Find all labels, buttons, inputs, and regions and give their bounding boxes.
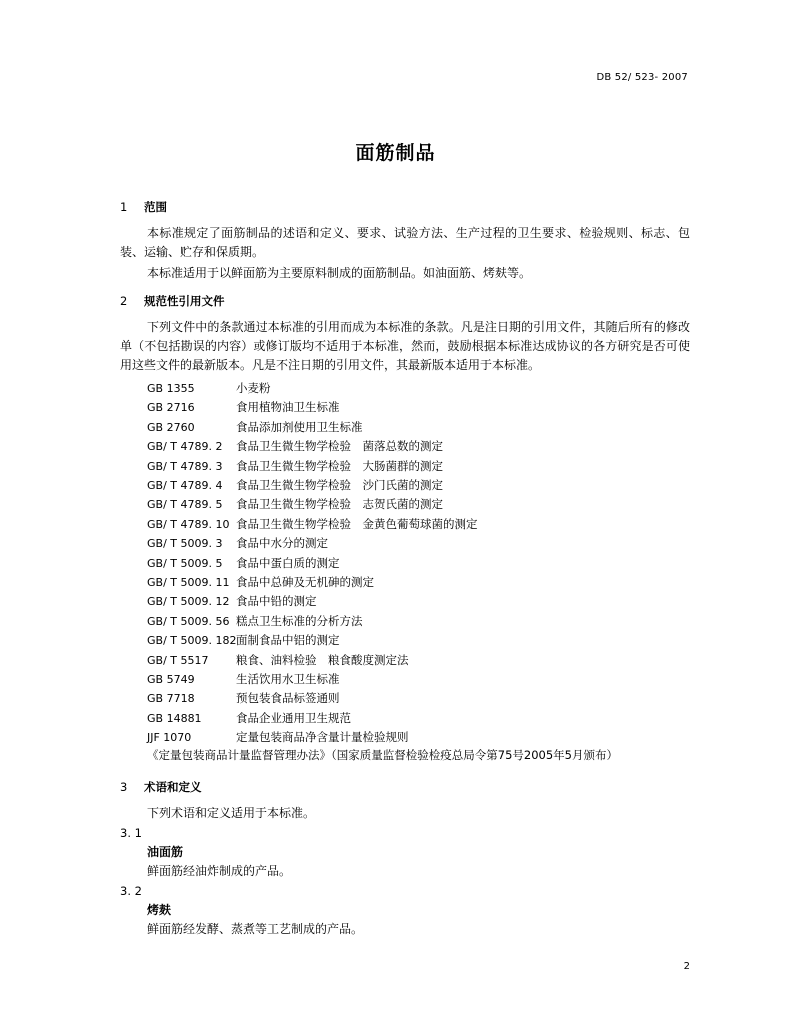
document-number: DB 52/ 523- 2007: [596, 72, 688, 83]
reference-code: GB 2716: [147, 401, 195, 415]
reference-code: JJF 1070: [147, 731, 192, 745]
reference-code: GB 7718: [147, 692, 195, 706]
reference-title: 小麦粉: [236, 381, 271, 395]
term-definition: 鲜面筋经油炸制成的产品。: [147, 864, 292, 878]
reference-title: 糕点卫生标准的分析方法: [236, 613, 363, 628]
section-1-paragraph-2: 本标准适用于以鲜面筋为主要原料制成的面筋制品。如油面筋、烤麸等。: [147, 266, 532, 280]
reference-code: GB/ T 5009. 5: [147, 556, 223, 570]
reference-item: [147, 496, 443, 512]
section-title: 术语和定义: [144, 780, 202, 794]
section-title: 范围: [144, 200, 167, 214]
clause-number: 3. 2: [120, 884, 142, 898]
reference-code: GB/ T 5009. 182: [147, 634, 237, 648]
reference-code: GB/ T 5517: [147, 653, 209, 667]
reference-code: GB 1355: [147, 382, 195, 395]
reference-item: [147, 671, 340, 687]
reference-item: [147, 458, 443, 474]
reference-title: 食品企业通用卫生规范: [236, 710, 351, 725]
reference-item: [147, 593, 317, 609]
reference-item: [147, 477, 443, 493]
reference-title: 食品中总砷及无机砷的测定: [236, 575, 374, 589]
reference-title: 预包装食品标签通则: [236, 691, 340, 706]
reference-title: 食用植物油卫生标准: [236, 400, 340, 415]
reference-title: 食品添加剂使用卫生标准: [236, 419, 363, 434]
page-title: 面筋制品: [355, 142, 436, 164]
reference-item: [147, 555, 340, 571]
section-2-heading: [120, 293, 225, 309]
reference-code: GB/ T 4789. 3: [147, 459, 223, 473]
reference-code: GB 5749: [147, 673, 195, 686]
reference-item: [147, 438, 443, 454]
reference-title: 食品卫生微生物学检验 大肠菌群的测定: [236, 458, 443, 473]
reference-item: [147, 632, 340, 648]
reference-title: 定量包装商品净含量计量检验规则: [236, 730, 409, 745]
reference-code: GB 14881: [147, 711, 202, 725]
term-definition: 鲜面筋经发酵、蒸煮等工艺制成的产品。: [147, 922, 364, 936]
reference-title: 食品中蛋白质的测定: [236, 555, 340, 570]
section-2-intro: 下列文件中的条款通过本标准的引用而成为本标准的条款。凡是注日期的引用文件，其随后所有的修改单（不包括勘误的内容）或修订版均不适用于本标准，然而，鼓励根据本标准达成协议的各方研究是否可使用这些文件的最新版本。凡是不注日期的引用文件，其最新版本适用于本标准。: [120, 320, 690, 372]
section-1-paragraph-1: 本标准规定了面筋制品的述语和定义、要求、试验方法、生产过程的卫生要求、检验规则、标志、包装、运输、贮存和保质期。: [120, 226, 690, 259]
section-3-heading: [120, 779, 202, 795]
reference-item: [147, 652, 409, 668]
reference-code: GB 2760: [147, 420, 195, 434]
reference-item: [147, 729, 409, 745]
reference-code: GB/ T 4789. 4: [147, 479, 223, 492]
section-title: 规范性引用文件: [144, 294, 225, 308]
reference-title: 食品卫生微生物学检验 志贺氏菌的测定: [236, 497, 443, 512]
reference-item: [147, 399, 340, 415]
reference-item: [147, 690, 340, 706]
term-name: 烤麸: [147, 903, 172, 917]
reference-title: 食品卫生微生物学检验 菌落总数的测定: [236, 439, 443, 454]
reference-title: 食品卫生微生物学检验 沙门氏菌的测定: [236, 478, 443, 492]
reference-title: 食品中铅的测定: [236, 594, 317, 609]
section-number: 3: [120, 780, 128, 794]
section-number: 1: [120, 200, 128, 214]
reference-code: GB/ T 5009. 11: [147, 576, 230, 589]
reference-item: [147, 710, 351, 726]
page-number: 2: [683, 961, 690, 972]
reference-title: 生活饮用水卫生标准: [236, 672, 340, 686]
reference-item: [147, 516, 478, 532]
reference-item: [147, 380, 271, 396]
reference-code: GB/ T 4789. 10: [147, 517, 230, 531]
term-name: 油面筋: [147, 845, 184, 859]
reference-item: [147, 419, 363, 435]
reference-code: GB/ T 4789. 2: [147, 440, 223, 454]
reference-title: 食品中水分的测定: [236, 536, 328, 551]
reference-code: GB/ T 4789. 5: [147, 498, 223, 512]
reference-item: [147, 613, 363, 629]
clause-number: 3. 1: [120, 826, 142, 840]
reference-title: 食品卫生微生物学检验 金黄色葡萄球菌的测定: [236, 516, 478, 531]
reference-title: 面制食品中铝的测定: [236, 633, 340, 648]
section-1-heading: [120, 199, 167, 215]
section-number: 2: [120, 294, 128, 308]
reference-code: GB/ T 5009. 12: [147, 595, 230, 609]
reference-code: GB/ T 5009. 3: [147, 537, 223, 551]
reference-item: [147, 535, 328, 551]
reference-code: GB/ T 5009. 56: [147, 614, 230, 628]
reference-regulation: 《定量包装商品计量监督管理办法》（国家质量监督检验检疫总局令第75号2005年5月颁布）: [147, 748, 618, 762]
reference-title: 粮食、油料检验 粮食酸度测定法: [236, 652, 409, 667]
section-3-intro: 下列术语和定义适用于本标准。: [147, 806, 316, 820]
reference-item: [147, 574, 374, 590]
